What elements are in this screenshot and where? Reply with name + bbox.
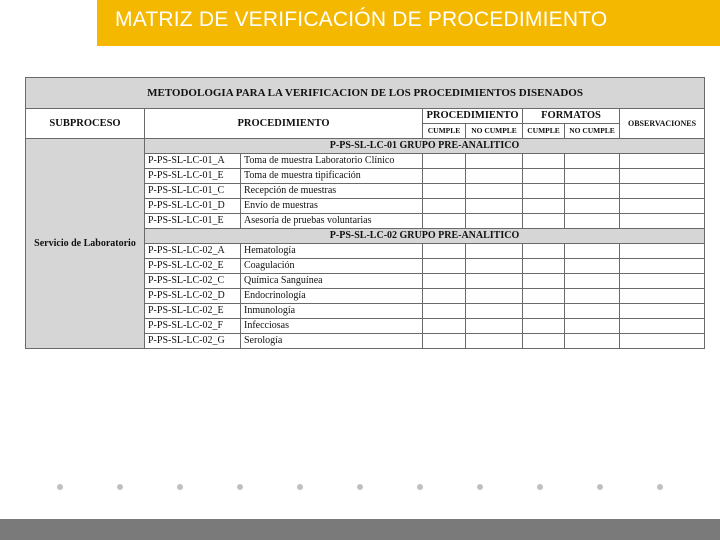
check-cell [423, 289, 466, 304]
check-cell [466, 214, 523, 229]
procedure-name: Recepción de muestras [241, 184, 423, 199]
check-cell [620, 334, 705, 349]
procedimiento-header: PROCEDIMIENTO [145, 109, 423, 139]
check-cell [523, 214, 565, 229]
check-cell [620, 244, 705, 259]
check-cell [565, 334, 620, 349]
dot-marker [117, 484, 123, 490]
check-cell [565, 214, 620, 229]
proc-cumple-header: CUMPLE [423, 124, 466, 139]
check-cell [523, 289, 565, 304]
check-cell [466, 184, 523, 199]
dot-marker [237, 484, 243, 490]
check-cell [565, 274, 620, 289]
check-cell [423, 214, 466, 229]
check-cell [620, 274, 705, 289]
check-cell [423, 154, 466, 169]
procedure-code: P-PS-SL-LC-01_A [145, 154, 241, 169]
check-cell [620, 289, 705, 304]
group-header: P-PS-SL-LC-01 GRUPO PRE-ANALITICO [145, 139, 705, 154]
check-cell [565, 289, 620, 304]
check-cell [423, 199, 466, 214]
dot-marker [477, 484, 483, 490]
check-cell [620, 184, 705, 199]
check-cell [620, 304, 705, 319]
procedure-name: Envío de muestras [241, 199, 423, 214]
dot-marker [177, 484, 183, 490]
procedure-name: Coagulación [241, 259, 423, 274]
procedure-name: Inmunología [241, 304, 423, 319]
check-cell [466, 199, 523, 214]
dot-marker [657, 484, 663, 490]
check-cell [423, 274, 466, 289]
check-cell [523, 184, 565, 199]
check-cell [523, 169, 565, 184]
procedure-name: Hematología [241, 244, 423, 259]
form-cumple-header: CUMPLE [523, 124, 565, 139]
check-cell [423, 334, 466, 349]
methodology-header: METODOLOGIA PARA LA VERIFICACION DE LOS PROCEDIMIENTOS DISENADOS [26, 78, 705, 109]
procedure-code: P-PS-SL-LC-02_A [145, 244, 241, 259]
slide-title: MATRIZ DE VERIFICACIÓN DE PROCEDIMIENTO [115, 8, 608, 31]
check-cell [523, 274, 565, 289]
check-cell [523, 199, 565, 214]
check-cell [423, 304, 466, 319]
check-cell [466, 274, 523, 289]
check-cell [565, 199, 620, 214]
check-cell [565, 259, 620, 274]
matrix-table [25, 77, 705, 349]
dot-marker [597, 484, 603, 490]
pagination-dots [0, 484, 720, 494]
check-cell [466, 289, 523, 304]
check-cell [466, 154, 523, 169]
procedure-code: P-PS-SL-LC-02_E [145, 304, 241, 319]
check-cell [620, 319, 705, 334]
check-cell [466, 169, 523, 184]
procedure-code: P-PS-SL-LC-02_F [145, 319, 241, 334]
procedure-code: P-PS-SL-LC-02_D [145, 289, 241, 304]
check-cell [423, 184, 466, 199]
check-cell [565, 169, 620, 184]
observaciones-header: OBSERVACIONES [620, 109, 705, 139]
procedure-code: P-PS-SL-LC-01_D [145, 199, 241, 214]
procedure-name: Química Sanguínea [241, 274, 423, 289]
dot-marker [417, 484, 423, 490]
check-cell [466, 319, 523, 334]
check-cell [523, 244, 565, 259]
procedure-code: P-PS-SL-LC-01_C [145, 184, 241, 199]
check-cell [565, 304, 620, 319]
procedimiento-group-header: PROCEDIMIENTO [423, 109, 523, 124]
check-cell [523, 334, 565, 349]
procedure-name: Asesoría de pruebas voluntarias [241, 214, 423, 229]
check-cell [620, 199, 705, 214]
check-cell [565, 154, 620, 169]
check-cell [523, 304, 565, 319]
check-cell [565, 244, 620, 259]
procedure-name: Toma de muestra Laboratorio Clínico [241, 154, 423, 169]
procedure-code: P-PS-SL-LC-02_C [145, 274, 241, 289]
check-cell [620, 214, 705, 229]
formatos-header: FORMATOS [523, 109, 620, 124]
procedure-name: Endocrinología [241, 289, 423, 304]
subproceso-cell: Servicio de Laboratorio [26, 139, 145, 349]
check-cell [620, 169, 705, 184]
check-cell [620, 259, 705, 274]
form-no-cumple-header: NO CUMPLE [565, 124, 620, 139]
verification-matrix [25, 77, 704, 349]
check-cell [466, 259, 523, 274]
check-cell [466, 334, 523, 349]
bottom-bar [0, 519, 720, 540]
procedure-name: Toma de muestra tipificación [241, 169, 423, 184]
check-cell [523, 154, 565, 169]
procedure-code: P-PS-SL-LC-02_G [145, 334, 241, 349]
dot-marker [537, 484, 543, 490]
procedure-code: P-PS-SL-LC-02_E [145, 259, 241, 274]
procedure-name: Infecciosas [241, 319, 423, 334]
check-cell [423, 169, 466, 184]
check-cell [423, 259, 466, 274]
procedure-code: P-PS-SL-LC-01_E [145, 214, 241, 229]
subproceso-header: SUBPROCESO [26, 109, 145, 139]
check-cell [466, 244, 523, 259]
check-cell [523, 259, 565, 274]
dot-marker [357, 484, 363, 490]
check-cell [423, 244, 466, 259]
proc-no-cumple-header: NO CUMPLE [466, 124, 523, 139]
check-cell [620, 154, 705, 169]
dot-marker [57, 484, 63, 490]
check-cell [466, 304, 523, 319]
procedure-code: P-PS-SL-LC-01_E [145, 169, 241, 184]
group-header: P-PS-SL-LC-02 GRUPO PRE-ANALITICO [145, 229, 705, 244]
check-cell [565, 184, 620, 199]
check-cell [523, 319, 565, 334]
procedure-name: Serología [241, 334, 423, 349]
dot-marker [297, 484, 303, 490]
check-cell [423, 319, 466, 334]
check-cell [565, 319, 620, 334]
